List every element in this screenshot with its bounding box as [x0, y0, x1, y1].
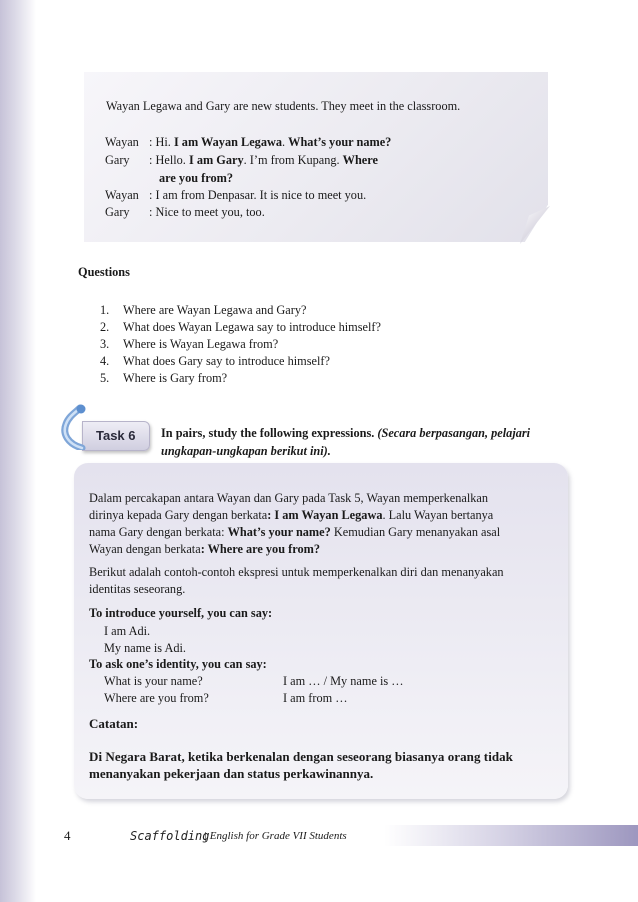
info-paragraph-1-line: Dalam percakapan antara Wayan dan Gary pada Task 5, Wayan memperkenalkan — [89, 491, 489, 505]
question-number: 4. — [100, 354, 110, 368]
introduce-example: I am Adi. — [104, 624, 151, 638]
paperclip-hook-icon — [58, 404, 98, 450]
question-number: 2. — [100, 320, 110, 334]
note-heading: Catatan: — [89, 716, 139, 731]
dialog-intro: Wayan Legawa and Gary are new students. They meet in the classroom. — [106, 99, 461, 113]
dialog-line: : Hi. I am Wayan Legawa. What’s your name? — [149, 135, 392, 149]
ask-heading: To ask one’s identity, you can say: — [89, 657, 267, 671]
ask-answer: I am from … — [283, 691, 348, 705]
question-text: What does Gary say to introduce himself? — [123, 354, 330, 368]
question-text: Where is Wayan Legawa from? — [123, 337, 279, 351]
info-paragraph-1-line: Wayan dengan berkata: Where are you from? — [89, 542, 320, 556]
task-instruction-continued: ungkapan-ungkapan berikut ini). — [161, 444, 331, 458]
dialog-line: : I am from Denpasar. It is nice to meet you. — [149, 188, 367, 202]
book-subtitle: | English for Grade VII Students — [204, 830, 347, 842]
introduce-heading: To introduce yourself, you can say: — [89, 606, 273, 620]
footer-decoration — [384, 825, 638, 846]
dialog-line: are you from? — [159, 171, 233, 185]
question-number: 3. — [100, 337, 110, 351]
book-title: Scaffolding — [130, 829, 210, 843]
dialog-line: : Hello. I am Gary. I’m from Kupang. Where — [149, 153, 378, 167]
task-instruction: In pairs, study the following expressions. (Secara berpasangan, pelajari — [161, 426, 531, 440]
question-number: 1. — [100, 303, 110, 317]
dialog-speaker: Wayan — [105, 135, 139, 149]
dialog-line: : Nice to meet you, too. — [149, 205, 265, 219]
info-paragraph-2-line: identitas seseorang. — [89, 582, 186, 596]
note-line: menanyakan pekerjaan dan status perkawinannya. — [89, 766, 374, 781]
info-paragraph-1-line: dirinya kepada Gary dengan berkata: I am Wayan Legawa. Lalu Wayan bertanya — [89, 508, 494, 522]
task-label: Task 6 — [96, 428, 136, 443]
ask-question: What is your name? — [104, 674, 203, 688]
info-paragraph-1-line: nama Gary dengan berkata: What’s your name? Kemudian Gary menanyakan asal — [89, 525, 501, 539]
introduce-example: My name is Adi. — [104, 641, 186, 655]
dialog-speaker: Wayan — [105, 188, 139, 202]
question-number: 5. — [100, 371, 110, 385]
ask-question: Where are you from? — [104, 691, 209, 705]
page-number: 4 — [64, 828, 71, 843]
question-text: Where is Gary from? — [123, 371, 228, 385]
note-line: Di Negara Barat, ketika berkenalan dengan seseorang biasanya orang tidak — [89, 749, 513, 764]
dialog-speaker: Gary — [105, 205, 130, 219]
dialog-speaker: Gary — [105, 153, 130, 167]
questions-heading: Questions — [78, 265, 130, 279]
info-paragraph-2-line: Berikut adalah contoh-contoh ekspresi untuk memperkenalkan diri dan menanyakan — [89, 565, 504, 579]
question-text: Where are Wayan Legawa and Gary? — [123, 303, 307, 317]
ask-answer: I am … / My name is … — [283, 674, 404, 688]
question-text: What does Wayan Legawa say to introduce himself? — [123, 320, 381, 334]
page-margin-decoration — [0, 0, 36, 902]
